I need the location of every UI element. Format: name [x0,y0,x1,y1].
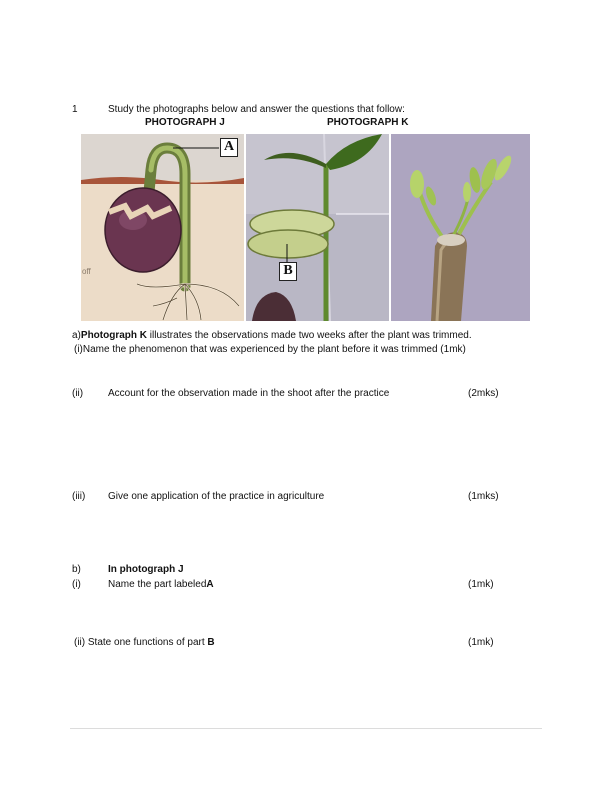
part-a-iii-question: Give one application of the practice in agriculture [108,491,325,502]
part-b-ii-bold: B [207,637,215,648]
part-b-heading: In photograph J [108,564,184,575]
part-a-bold-lead: Photograph K [80,330,148,341]
part-a-iii-number: (iii) [72,491,86,502]
bean-seedling-illustration [81,134,244,321]
photo-k-title: PHOTOGRAPH K [327,117,409,128]
question-number: 1 [72,104,78,115]
photo-watermark-text: off [82,267,91,276]
label-b: B [279,262,297,281]
part-a-lead [72,330,472,342]
part-b-prefix: b) [72,564,81,575]
part-a-lead-rest: illustrates the observations made two weeks after the plant was trimmed. [147,330,472,341]
photo-j-title: PHOTOGRAPH J [145,117,225,128]
photograph-j [81,134,244,321]
part-a-ii-number: (ii) [72,388,84,399]
part-b-ii-question [74,637,215,649]
part-b-i-marks: (1mk) [468,579,494,590]
label-a: A [220,138,238,157]
trimmed-shoot-image [391,134,530,321]
part-a-i-question: (i)Name the phenomenon that was experienced by the plant before it was trimmed (1mk) [74,344,466,355]
cotyledon-seedling-image [246,134,389,321]
part-b-i-number: (i) [72,579,81,590]
part-a-ii-marks: (2mks) [468,388,499,399]
footer-rule [70,728,542,729]
part-a-prefix: a) [72,330,81,341]
part-b-ii-marks: (1mk) [468,637,494,648]
photograph-k-right [391,134,530,321]
part-b-i-text: Name the part labeled [108,579,207,590]
photograph-k-left [246,134,389,321]
part-a-iii-marks: (1mks) [468,491,499,502]
question-intro: Study the photographs below and answer the questions that follow: [108,104,405,115]
part-b-ii-text: (ii) State one functions of part [74,637,208,648]
part-a-ii-question: Account for the observation made in the shoot after the practice [108,388,390,399]
part-b-i-bold: A [206,579,214,590]
part-b-i-question [108,579,214,591]
